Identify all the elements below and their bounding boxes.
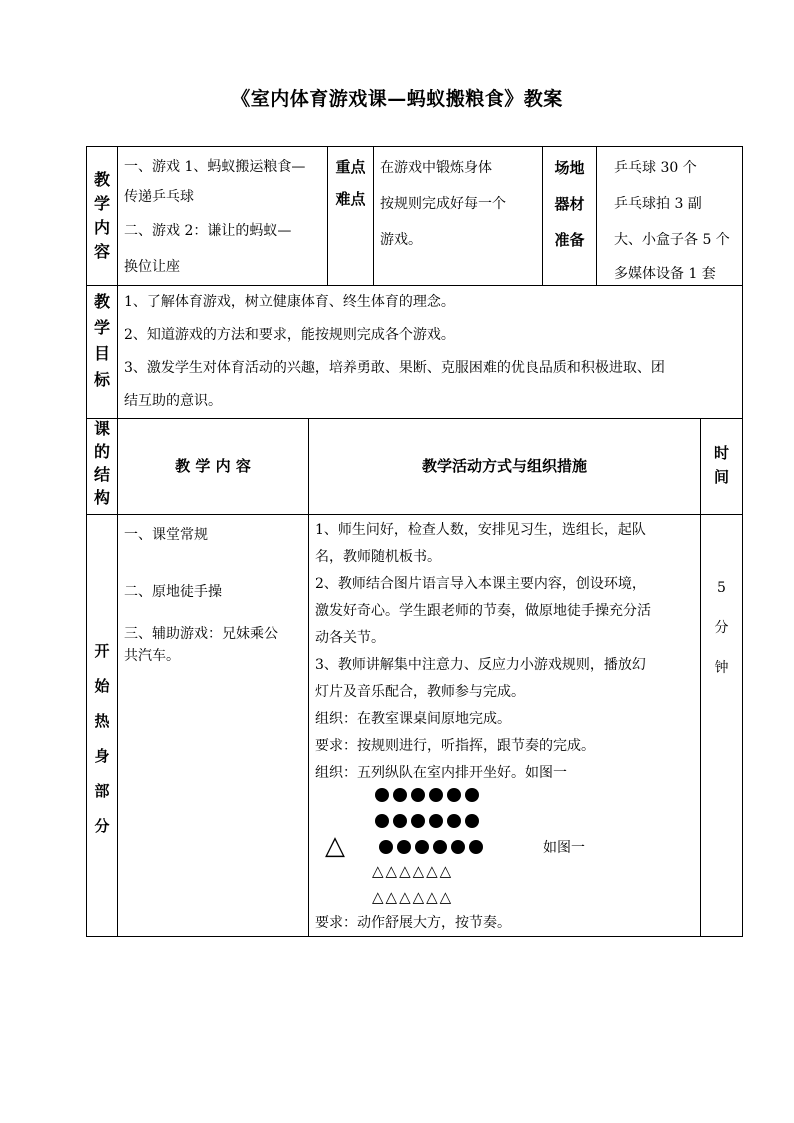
student-dot [433,840,447,854]
key-line: 游戏。 [380,232,422,248]
activity-line: 组织：五列纵队在室内排开坐好。如图一 [315,765,567,781]
student-dot [375,814,389,828]
student-dot [429,788,443,802]
time-header: 时间 [713,444,729,486]
activity-line: 灯片及音乐配合，教师参与完成。 [315,684,525,700]
content-header: 教 学 内 容 [175,457,251,475]
equipment-item: 大、小盒子各 5 个 [614,232,730,248]
warmup-content [124,522,308,667]
page-title: 《室内体育游戏课—蚂蚁搬粮食》教案 [231,88,563,110]
key-line: 在游戏中锻炼身体 [380,160,492,176]
figure-label: 如图一 [543,840,585,856]
student-dot [411,788,425,802]
equipment-item: 多媒体设备 1 套 [614,266,716,282]
equipment-label: 场地 器材 准备 [554,159,585,249]
goal-line: 1、了解体育游戏，树立健康体育、终生体育的理念。 [124,294,455,310]
goal-line: 3、激发学生对体育活动的兴趣，培养勇敢、果断、克服困难的优良品质和积极进取、团 [124,360,665,376]
student-dot [393,814,407,828]
warmup-item: 共汽车。 [124,648,180,664]
content-line: 一、游戏 1、蚂蚁搬运粮食— [124,159,306,175]
activity-header: 教学活动方式与组织措施 [421,457,587,475]
student-dot [447,788,461,802]
content-line: 二、游戏 2：谦让的蚂蚁— [124,223,292,239]
content-line: 传递乒乓球 [124,189,194,205]
activity-line: 动各关节。 [315,630,385,646]
student-dot [397,840,411,854]
student-dot [393,788,407,802]
goal-line: 结互助的意识。 [124,393,222,409]
equipment-item: 乒乓球 30 个 [614,160,697,176]
final-requirement: 要求：动作舒展大方，按节奏。 [315,915,511,931]
student-triangle-row: △△△△△△ [372,862,454,880]
equipment-list [614,155,742,295]
goals-text [124,286,738,418]
key-difficulty-label: 重点 难点 [335,158,366,208]
warmup-time: 5 分 钟 [714,580,729,676]
student-dot [379,840,393,854]
warmup-item: 二、原地徒手操 [124,584,222,600]
student-dot [465,814,479,828]
warmup-label: 开始热身部分 [94,642,110,835]
student-dot [411,814,425,828]
formation-diagram [309,780,700,910]
activity-line: 名，教师随机板书。 [315,549,441,565]
lesson-content [124,152,327,284]
activity-line: 3、教师讲解集中注意力、反应力小游戏规则，播放幻 [315,657,646,673]
goal-line: 2、知道游戏的方法和要求，能按规则完成各个游戏。 [124,327,455,343]
activity-line: 组织：在教室课桌间原地完成。 [315,711,511,727]
teacher-triangle-icon: △ [325,831,345,861]
activity-line: 激发好奇心。学生跟老师的节奏，做原地徒手操充分活 [315,603,651,619]
student-dot [451,840,465,854]
warmup-item: 一、课堂常规 [124,527,208,543]
activity-line: 2、教师结合图片语言导入本课主要内容，创设环境， [315,576,646,592]
key-difficulty-text [380,155,542,263]
goals-label: 教学目标 [94,292,111,389]
student-dot [469,840,483,854]
warmup-activities [315,517,700,787]
activity-line: 要求：按规则进行，听指挥，跟节奏的完成。 [315,738,595,754]
student-dot [375,788,389,802]
structure-label: 课的结构 [94,419,111,507]
equipment-item: 乒乓球拍 3 副 [614,196,702,212]
student-triangle-row: △△△△△△ [372,888,454,906]
student-dot [447,814,461,828]
content-label: 教学内容 [94,170,111,261]
student-dot [465,788,479,802]
student-dot [429,814,443,828]
student-dot [415,840,429,854]
activity-line: 1、师生问好，检查人数，安排见习生，选组长，起队 [315,522,646,538]
content-line: 换位让座 [124,259,180,275]
warmup-item: 三、辅助游戏：兄妹乘公 [124,626,278,642]
key-line: 按规则完成好每一个 [380,196,506,212]
